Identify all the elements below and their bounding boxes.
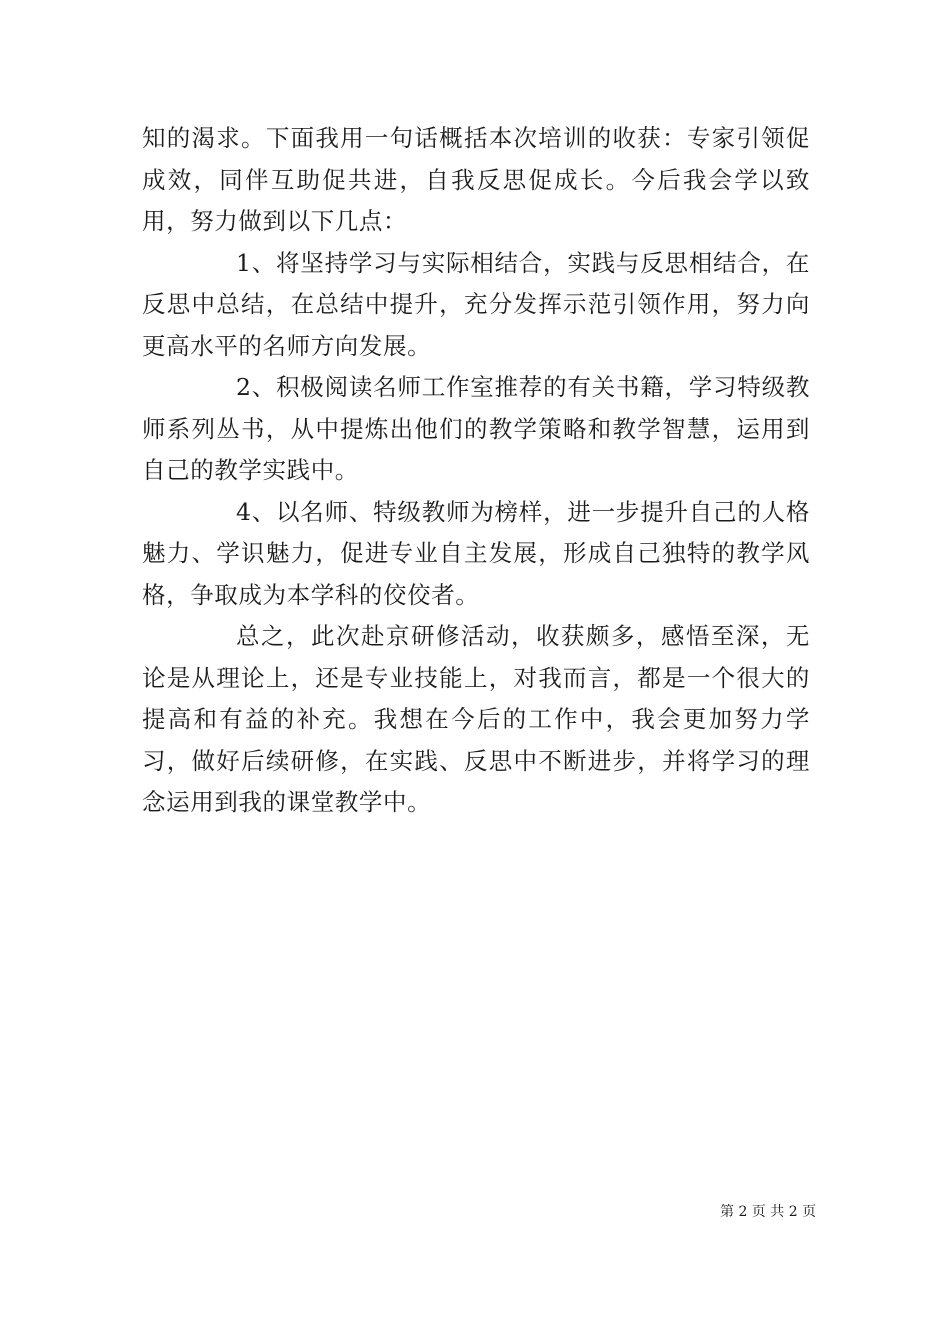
page-number-footer: 第 2 页 共 2 页: [720, 1204, 817, 1220]
paragraph-point-1: 1、将坚持学习与实际相结合，实践与反思相结合，在反思中总结，在总结中提升，充分发挥示范引领作用，努力向更高水平的名师方向发展。: [142, 248, 810, 360]
paragraph-point-4: 4、以名师、特级教师为榜样，进一步提升自己的人格魅力、学识魅力，促进专业自主发展，形成自己独特的教学风格，争取成为本学科的佼佼者。: [142, 497, 810, 609]
paragraph-point-2: 2、积极阅读名师工作室推荐的有关书籍，学习特级教师系列丛书，从中提炼出他们的教学策略和教学智慧，运用到自己的教学实践中。: [142, 373, 810, 484]
paragraph-intro-continuation: 知的渴求。下面我用一句话概括本次培训的收获：专家引领促成效，同伴互助促共进，自我反思促成长。今后我会学以致用，努力做到以下几点：: [142, 124, 810, 235]
paragraph-conclusion: 总之，此次赴京研修活动，收获颇多，感悟至深，无论是从理论上，还是专业技能上，对我而言，都是一个很大的提高和有益的补充。我想在今后的工作中，我会更加努力学习，做好后续研修，在实践、反思中不断进步，并将学习的理念运用到我的课堂教学中。: [142, 622, 810, 816]
document-body: [142, 118, 810, 824]
